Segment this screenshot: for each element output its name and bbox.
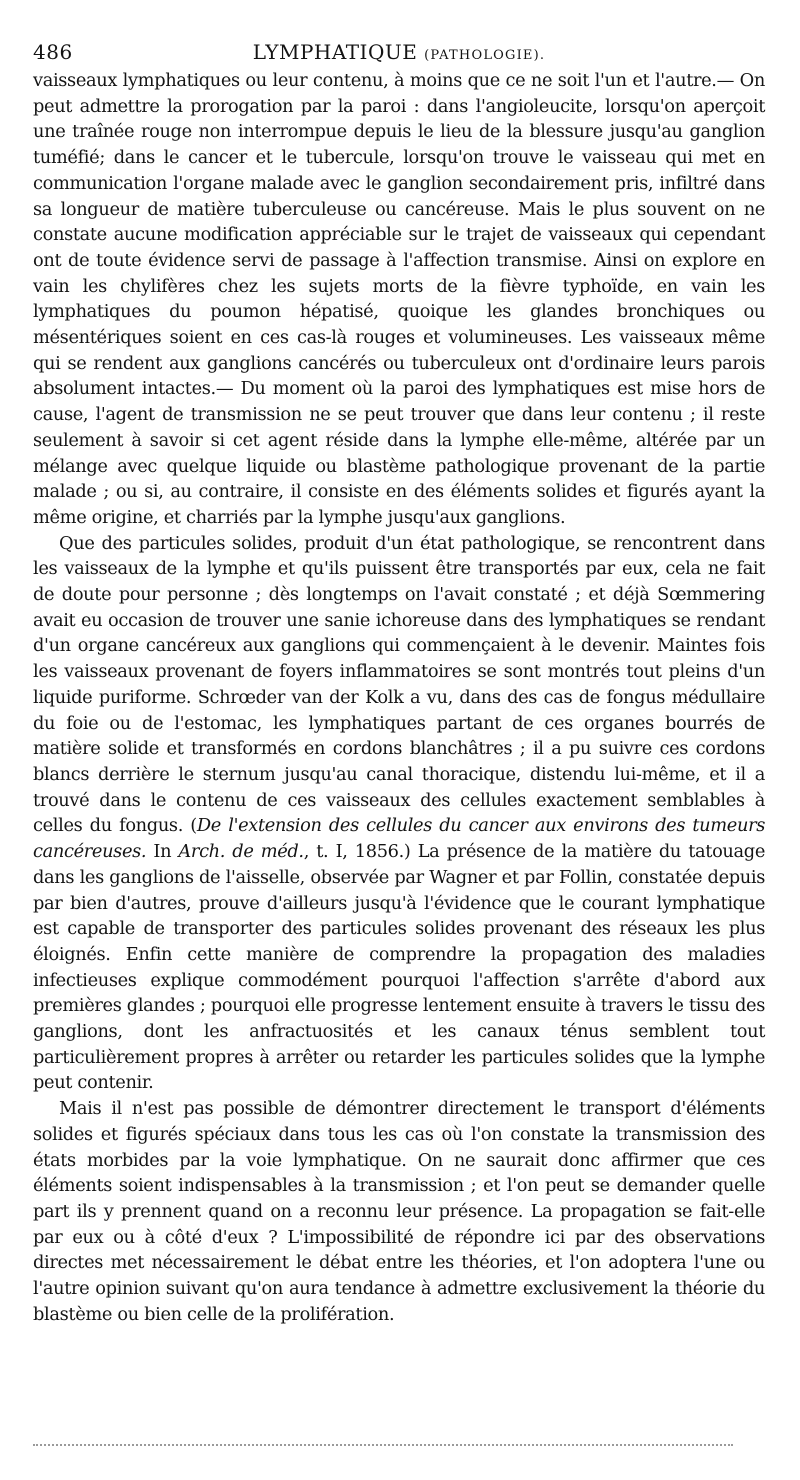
body-text (33, 68, 765, 1327)
page-number: 486 (33, 40, 73, 64)
citation-title: De l'extension des cellules du cancer aux environs des tumeurs cancéreuses. (33, 815, 765, 863)
citation-journal: Arch. de méd. (178, 841, 304, 863)
paragraph-text: Que des particules solides, produit d'un état pathologique, se rencontrent dans les vaisseaux de la lymphe et qu'ils puissent être transportés par eux, cela ne fait de doute pour personne ; dès longtemps on l'avait constaté ; et déjà Sœmmering avait eu occasion de trouver une sanie ichoreuse dans des lymphatiques se rendant d'un organe cancéreux aux ganglions qui commençaient à le devenir. Maintes fois les vaisseaux provenant de foyers inflammatoires se sont montrés tout pleins d'un liquide puriforme. Schrœder van der Kolk a vu, dans des cas de fongus médullaire du foie ou de l'estomac, les lymphatiques partant de ces organes bourrés de matière solide et transformés en cordons blanchâtres ; il a pu suivre ces cordons blancs derrière le sternum jusqu'au canal thoracique, distendu lui-même, et il a trouvé dans le contenu de ces vaisseaux des cellules exactement semblables à celles du fongus. ( (33, 532, 765, 837)
paragraph-continuation: vaisseaux lymphatiques ou leur contenu, à moins que ce ne soit l'un et l'autre.— On peut admettre la prorogation par la paroi : dans l'angioleucite, lorsqu'on aperçoit une traînée rouge non interrompue depuis le lieu de la blessure jusqu'au ganglion tuméfié; dans le cancer et le tubercule, lorsqu'on trouve le vaisseau qui met en communication l'organe malade avec le ganglion secondairement pris, infiltré dans sa longueur de matière tuberculeuse ou cancéreuse. Mais le plus souvent on ne constate aucune modification appréciable sur le trajet de vaisseaux qui cependant ont de toute évidence servi de passage à l'affection transmise. Ainsi on explore en vain les chylifères chez les sujets morts de la fièvre typhoïde, en vain les lymphatiques du poumon hépatisé, quoique les glandes bronchiques ou mésentériques soient en ces cas-là rouges et volumineuses. Les vaisseaux même qui se rendent aux ganglions cancérés ou tuberculeux ont d'ordinaire leurs parois absolument intactes.— Du moment où la paroi des lymphatiques est mise hors de cause, l'agent de transmission ne se peut trouver que dans leur contenu ; il reste seulement à savoir si cet agent réside dans la lymphe elle-même, altérée par un mélange avec quelque liquide ou blastème pathologique provenant de la partie malade ; ou si, au contraire, il consiste en des éléments solides et figurés ayant la même origine, et charriés par la lymphe jusqu'aux ganglions. (33, 70, 765, 528)
document-page (33, 38, 765, 1327)
paragraph-text: In (146, 841, 179, 863)
footer-rule (33, 1444, 733, 1446)
running-title (33, 38, 765, 70)
running-head (33, 38, 765, 68)
paragraph-text: , t. I, 1856.) La présence de la matière du tatouage dans les ganglions de l'aisselle, observée par Wagner et par Follin, constatée depuis par bien d'autres, prouve d'ailleurs jusqu'à l'évidence que le courant lymphatique est capable de transporter des particules solides provenant des réseaux les plus éloignés. Enfin cette manière de comprendre la propagation des maladies infectieuses explique commodément pourquoi l'affection s'arrête d'abord aux premières glandes ; pourquoi elle progresse lentement ensuite à travers le tissu des ganglions, dont les anfractuosités et les canaux ténus semblent tout particulièrement propres à arrêter ou retarder les particules solides que la lymphe peut contenir. (33, 841, 765, 1094)
paragraph-solid-particles (33, 531, 765, 1096)
running-title-subtitle: (PATHOLOGIE). (424, 48, 546, 63)
running-title-main: LYMPHATIQUE (252, 40, 418, 64)
paragraph-transmission-debate: Mais il n'est pas possible de démontrer directement le transport d'éléments solides et figurés spéciaux dans tous les cas où l'on constate la transmission des états morbides par la voie lymphatique. On ne saurait donc affirmer que ces éléments soient indispensables à la transmission ; et l'on peut se demander quelle part ils y prennent quand on a reconnu leur présence. La propagation se fait-elle par eux ou à côté d'eux ? L'impossibilité de répondre ici par des observations directes met nécessairement le débat entre les théories, et l'on adoptera l'une ou l'autre opinion suivant qu'on aura tendance à admettre exclusivement la théorie du blastème ou bien celle de la prolifération. (33, 1098, 765, 1325)
